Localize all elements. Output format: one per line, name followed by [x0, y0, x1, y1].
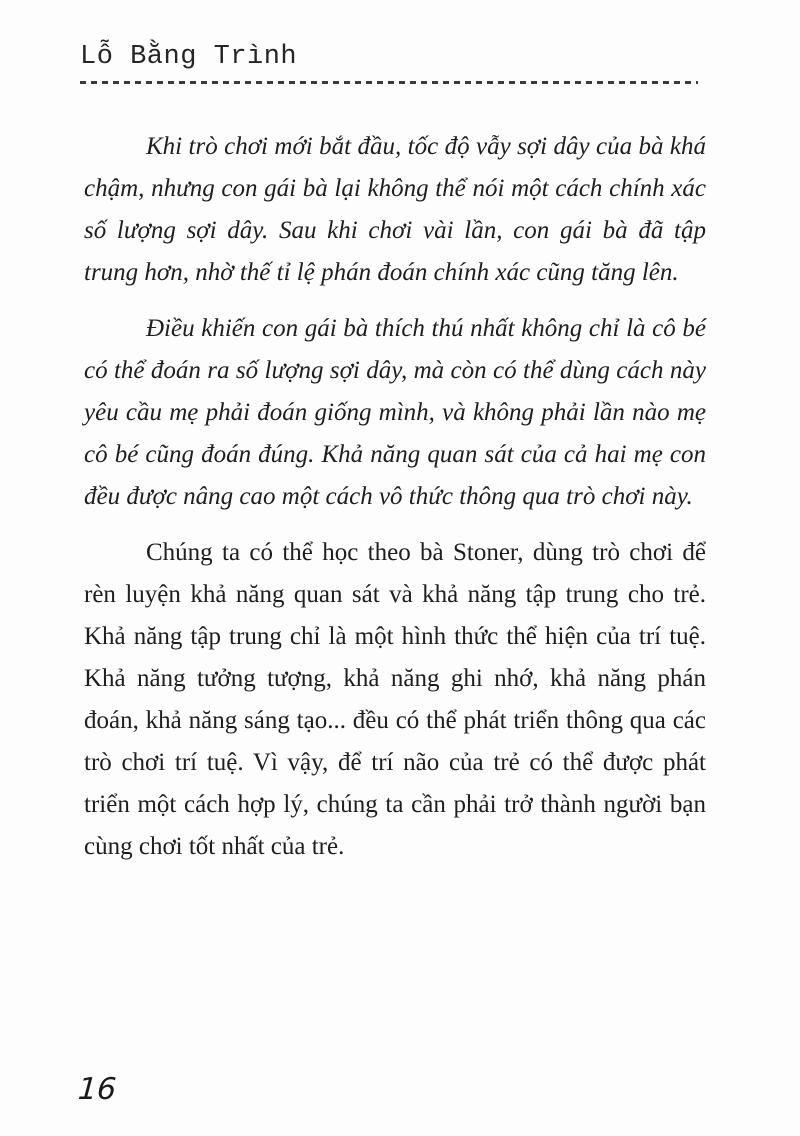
- page-footer: [78, 1072, 116, 1107]
- page-body: [84, 126, 706, 882]
- page-header: [80, 42, 698, 84]
- paragraph-3: Chúng ta có thể học theo bà Stoner, dùng trò chơi để rèn luyện khả năng quan sát và khả năng tập trung cho trẻ. Khả năng tập trung chỉ là một hình thức thể hiện của trí tuệ. Khả năng tưởng tượng, khả năng ghi nhớ, khả năng phán đoán, khả năng sáng tạo... đều có thể phát triển thông qua các trò chơi trí tuệ. Vì vậy, để trí não của trẻ có thể được phát triển một cách hợp lý, chúng ta cần phải trở thành người bạn cùng chơi tốt nhất của trẻ.: [84, 539, 706, 860]
- author-name: Lỗ Bằng Trình: [80, 42, 298, 72]
- paragraph-1: Khi trò chơi mới bắt đầu, tốc độ vẫy sợi dây của bà khá chậm, nhưng con gái bà lại không thể nói một cách chính xác số lượng sợi dây. Sau khi chơi vài lần, con gái bà đã tập trung hơn, nhờ thế tỉ lệ phán đoán chính xác cũng tăng lên.: [84, 133, 706, 286]
- dashed-divider: [80, 81, 698, 84]
- page-number: 16: [76, 1072, 118, 1107]
- paragraph-2: Điều khiến con gái bà thích thú nhất không chỉ là cô bé có thể đoán ra số lượng sợi dây, mà còn có thể dùng cách này yêu cầu mẹ phải đoán giống mình, và không phải lần nào mẹ cô bé cũng đoán đúng. Khả năng quan sát của cả hai mẹ con đều được nâng cao một cách vô thức thông qua trò chơi này.: [84, 315, 706, 510]
